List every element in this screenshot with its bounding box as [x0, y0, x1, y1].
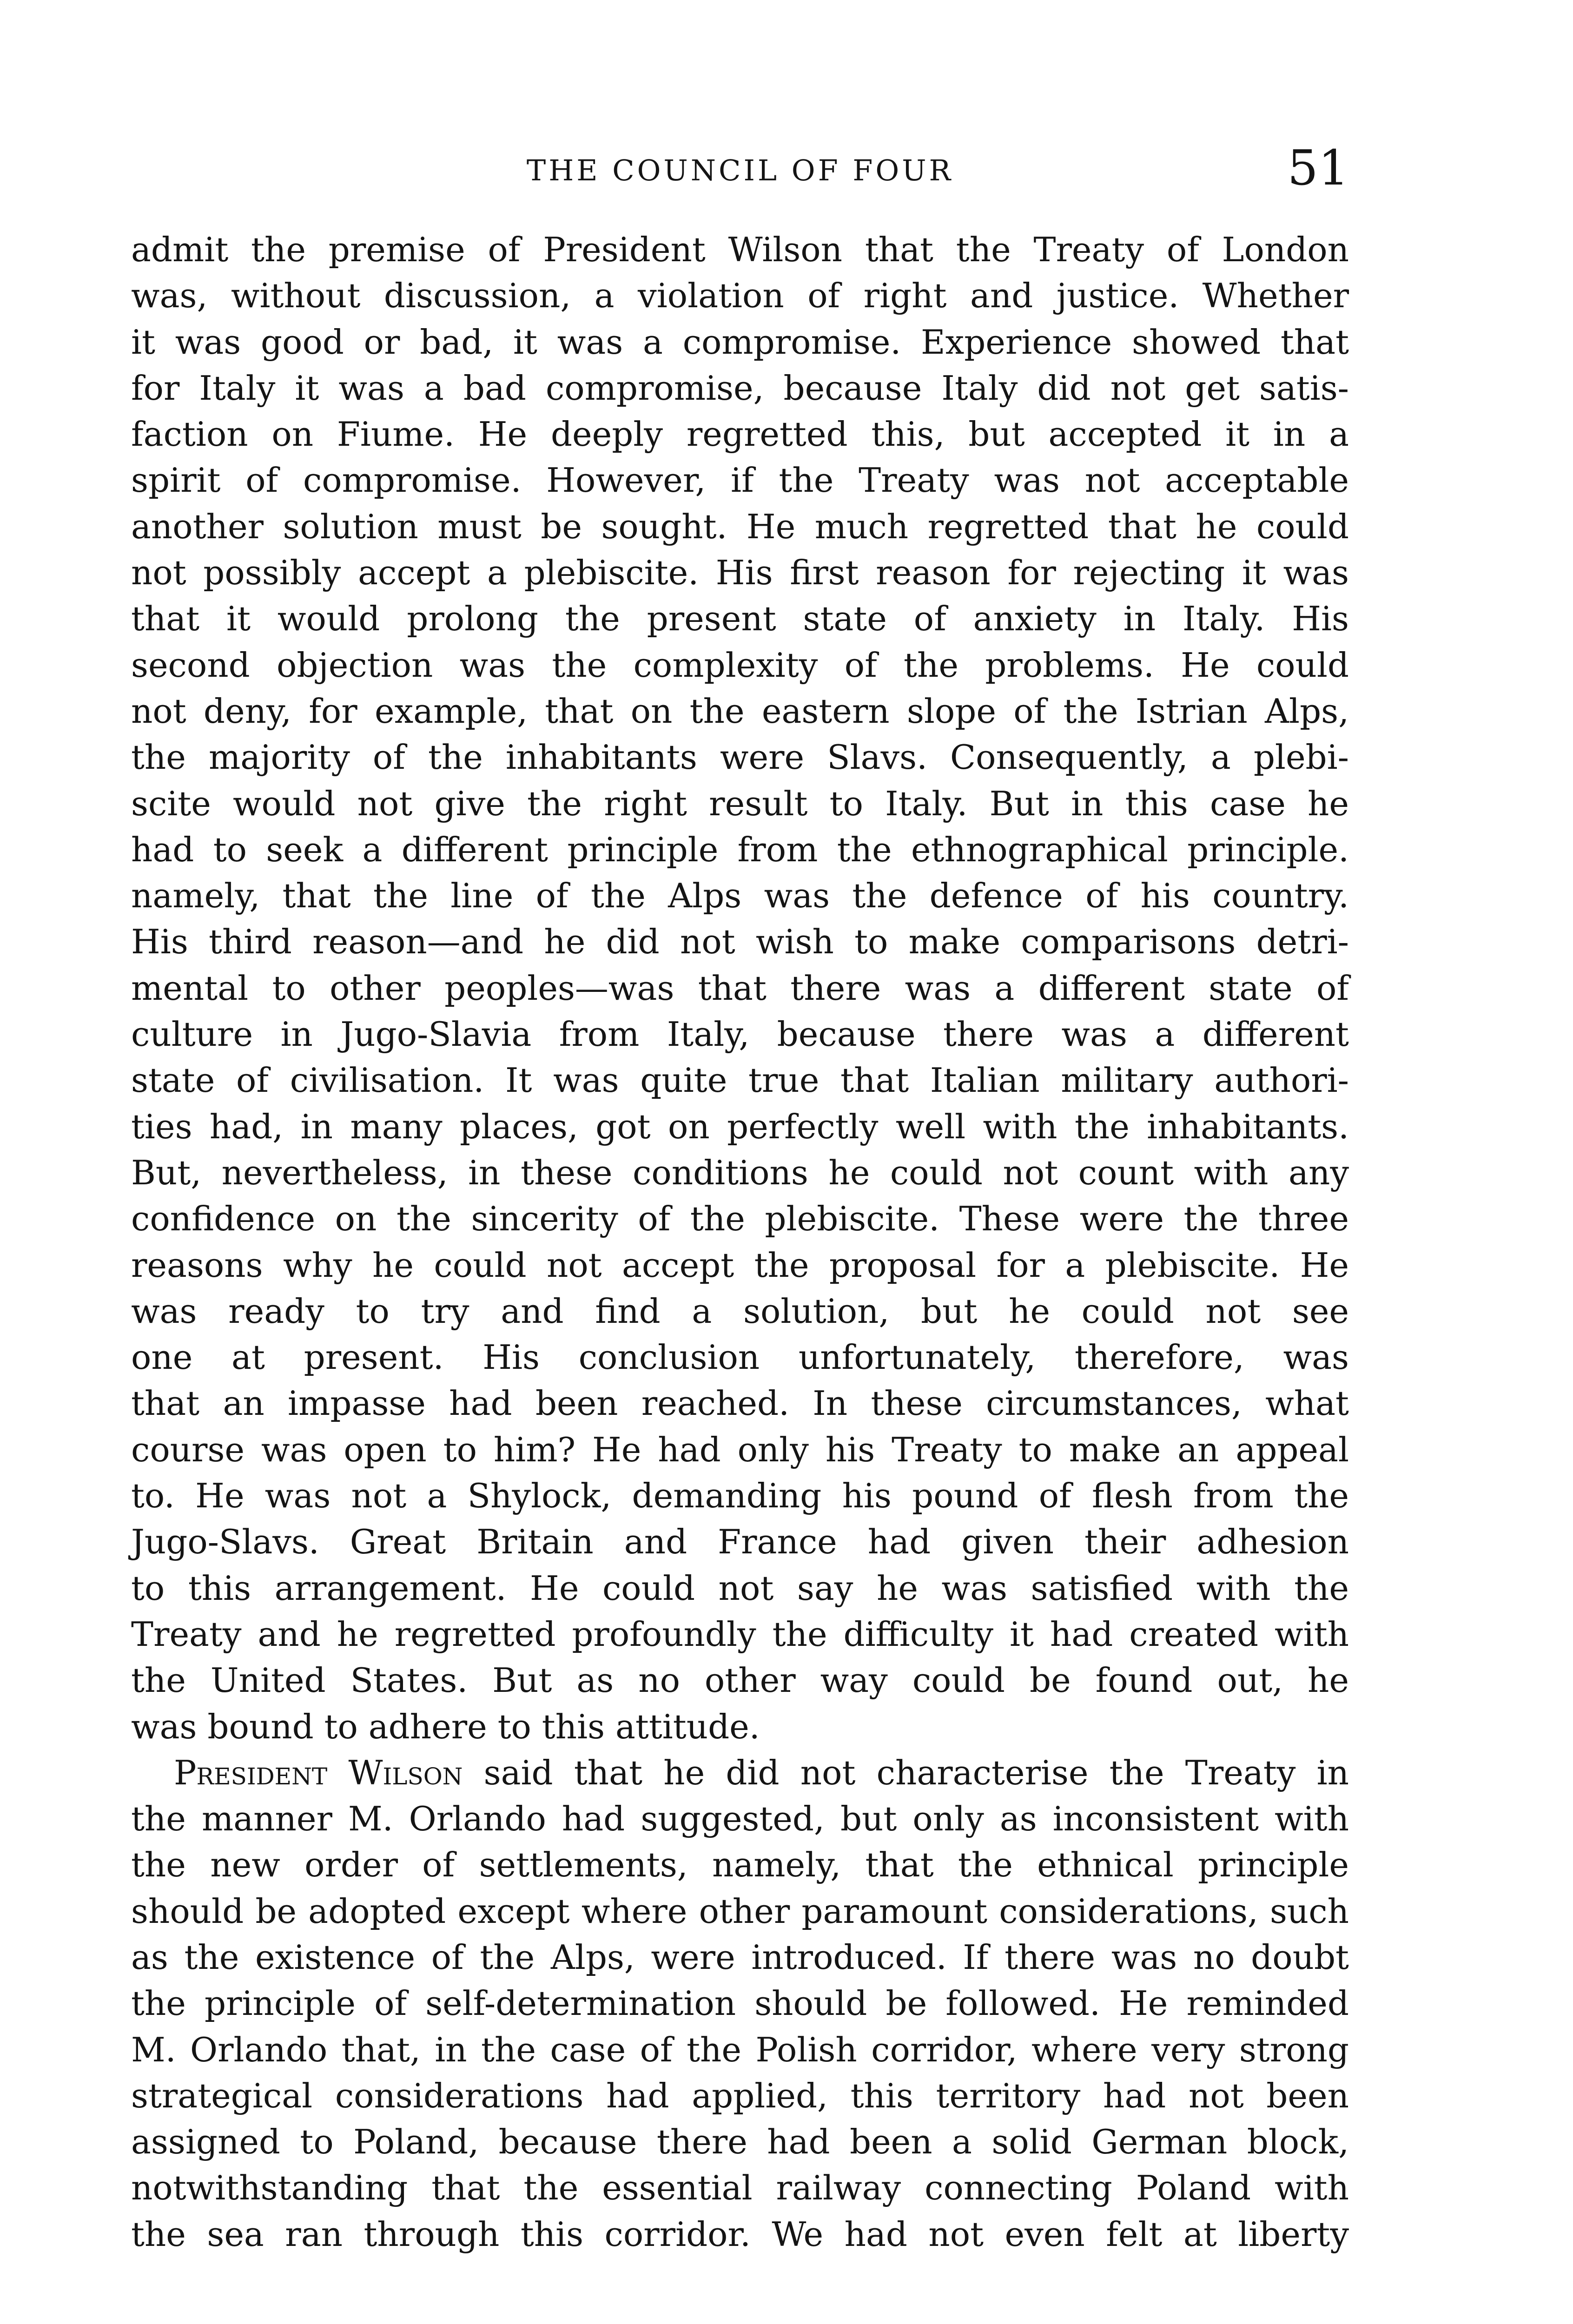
text-line: to this arrangement. He could not say he was satisfied with the	[131, 1568, 1349, 1608]
text-line: was, without discussion, a violation of right and justice. Whether	[131, 276, 1349, 316]
text-line: the new order of settlements, namely, that the ethnical principle	[131, 1845, 1349, 1885]
text-line: not possibly accept a plebiscite. His first reason for rejecting it was	[131, 553, 1349, 593]
text-line: confidence on the sincerity of the plebiscite. These were the three	[131, 1199, 1349, 1239]
text-line: But, nevertheless, in these conditions he could not count with any	[131, 1153, 1349, 1192]
text-line: scite would not give the right result to Italy. But in this case he	[131, 784, 1349, 823]
text-line: it was good or bad, it was a compromise. Experience showed that	[131, 322, 1349, 362]
text-line: course was open to him? He had only his Treaty to make an appeal	[131, 1430, 1349, 1469]
text-line: the sea ran through this corridor. We had not even felt at liberty	[131, 2214, 1349, 2254]
text-line: state of civilisation. It was quite true that Italian military authori-	[131, 1061, 1349, 1100]
text-line: another solution must be sought. He much regretted that he could	[131, 507, 1349, 546]
text-line: not deny, for example, that on the eastern slope of the Istrian Alps,	[131, 691, 1349, 731]
text-line: strategical considerations had applied, this territory had not been	[131, 2076, 1349, 2115]
text-line: culture in Jugo-Slavia from Italy, because there was a different	[131, 1015, 1349, 1054]
text-line: Treaty and he regretted profoundly the difficulty it had created with	[131, 1614, 1349, 1654]
text-line: second objection was the complexity of the problems. He could	[131, 645, 1349, 685]
paragraph-orlando	[131, 227, 1349, 1750]
page-number: 51	[1287, 139, 1349, 196]
text-line: the majority of the inhabitants were Slavs. Consequently, a plebi-	[131, 738, 1349, 777]
text-line: namely, that the line of the Alps was the defence of his country.	[131, 876, 1349, 916]
text-line: that it would prolong the present state of anxiety in Italy. His	[131, 599, 1349, 639]
text-line: notwithstanding that the essential railway connecting Poland with	[131, 2168, 1349, 2208]
text-line: Jugo-Slavs. Great Britain and France had given their adhesion	[131, 1522, 1349, 1562]
text-line: to. He was not a Shylock, demanding his pound of flesh from the	[131, 1476, 1349, 1516]
text-line: assigned to Poland, because there had been a solid German block,	[131, 2122, 1349, 2162]
text-line: that an impasse had been reached. In these circumstances, what	[131, 1384, 1349, 1423]
text-line: as the existence of the Alps, were introduced. If there was no doubt	[131, 1937, 1349, 1977]
text-line: admit the premise of President Wilson that the Treaty of London	[131, 230, 1349, 269]
text-line: the manner M. Orlando had suggested, but only as inconsistent with	[131, 1799, 1349, 1839]
text-line: was bound to adhere to this attitude.	[131, 1707, 760, 1746]
text-line: faction on Fiume. He deeply regretted this, but accepted it in a	[131, 415, 1349, 454]
text-line: one at present. His conclusion unfortunately, therefore, was	[131, 1338, 1349, 1377]
text-line: was ready to try and find a solution, but he could not see	[131, 1291, 1349, 1331]
text-line: M. Orlando that, in the case of the Polish corridor, where very strong	[131, 2030, 1349, 2069]
text-line	[131, 1750, 1349, 1796]
text-line: the principle of self-determination should be followed. He reminded	[131, 1984, 1349, 2023]
text-line: for Italy it was a bad compromise, because Italy did not get satis-	[131, 368, 1349, 408]
text-line: should be adopted except where other paramount considerations, such	[131, 1891, 1349, 1931]
text-line-rest: said that he did not characterise the Treaty in	[463, 1753, 1349, 1792]
text-line: had to seek a different principle from the ethnographical principle.	[131, 830, 1349, 869]
body-text	[131, 227, 1349, 2258]
running-head	[131, 139, 1349, 195]
text-line: the United States. But as no other way could be found out, he	[131, 1661, 1349, 1700]
text-line: reasons why he could not accept the proposal for a plebiscite. He	[131, 1245, 1349, 1285]
paragraph-wilson	[131, 1750, 1349, 2258]
text-line: ties had, in many places, got on perfectly well with the inhabitants.	[131, 1107, 1349, 1146]
text-line: His third reason—and he did not wish to make comparisons detri-	[131, 922, 1349, 962]
text-line: mental to other peoples—was that there was a different state of	[131, 968, 1349, 1008]
speaker-name: President Wilson	[174, 1753, 463, 1792]
running-title: THE COUNCIL OF FOUR	[526, 153, 954, 187]
text-line: spirit of compromise. However, if the Treaty was not acceptable	[131, 461, 1349, 500]
